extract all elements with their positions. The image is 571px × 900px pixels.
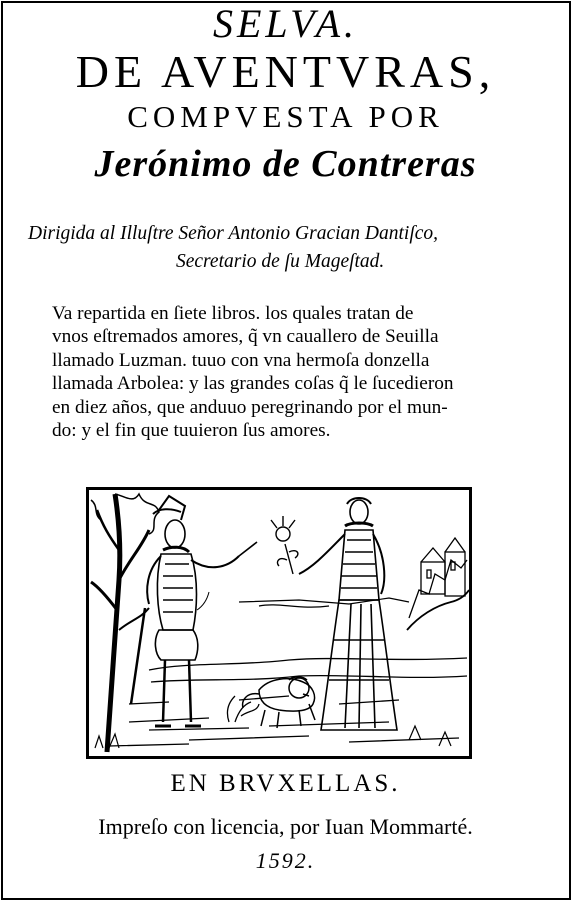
castle-icon <box>407 538 469 630</box>
author-name: Jerónimo de Contreras <box>94 143 477 185</box>
tree-icon <box>91 494 159 752</box>
imprint-year: 1592. <box>255 848 316 873</box>
description-line: do: y el fin que tuuieron ſus amores. <box>52 420 331 442</box>
description <box>52 302 542 442</box>
page-border <box>1 1 571 900</box>
dedication-line-2: Secretario de ſu Mageſtad. <box>176 251 385 272</box>
woodcut-illustration <box>86 487 472 759</box>
imprint-place: EN BRVXELLAS. <box>170 770 401 797</box>
dedication-line-1: Dirigida al Illuſtre Señor Antonio Gracian Dantiſco, <box>28 223 439 244</box>
title-line-selva: SELVA. <box>212 1 359 46</box>
description-line: Va repartida en ſiete libros. los quales tratan de <box>52 303 414 324</box>
description-line: en diez años, que anduuo peregrinando por el mun- <box>52 396 448 418</box>
title-line-aventuras: DE AVENTVRAS, <box>75 46 496 97</box>
description-line: llamada Arbolea: y las grandes coſas q̃ le ſucedieron <box>52 373 454 395</box>
title-line-compuesta: COMPVESTA POR <box>127 99 444 134</box>
woodcut-scene <box>89 490 469 756</box>
flower-icon <box>271 516 298 574</box>
dedication <box>28 220 548 276</box>
imprint-printer: Impreſo con licencia, por Iuan Mommarté. <box>98 814 473 839</box>
description-line: vnos eſtremados amores, q̃ vn cauallero de Seuilla <box>52 326 439 348</box>
description-line: llamado Luzman. tuuo con vna hermoſa donzella <box>52 349 430 371</box>
lion-icon <box>243 677 315 728</box>
